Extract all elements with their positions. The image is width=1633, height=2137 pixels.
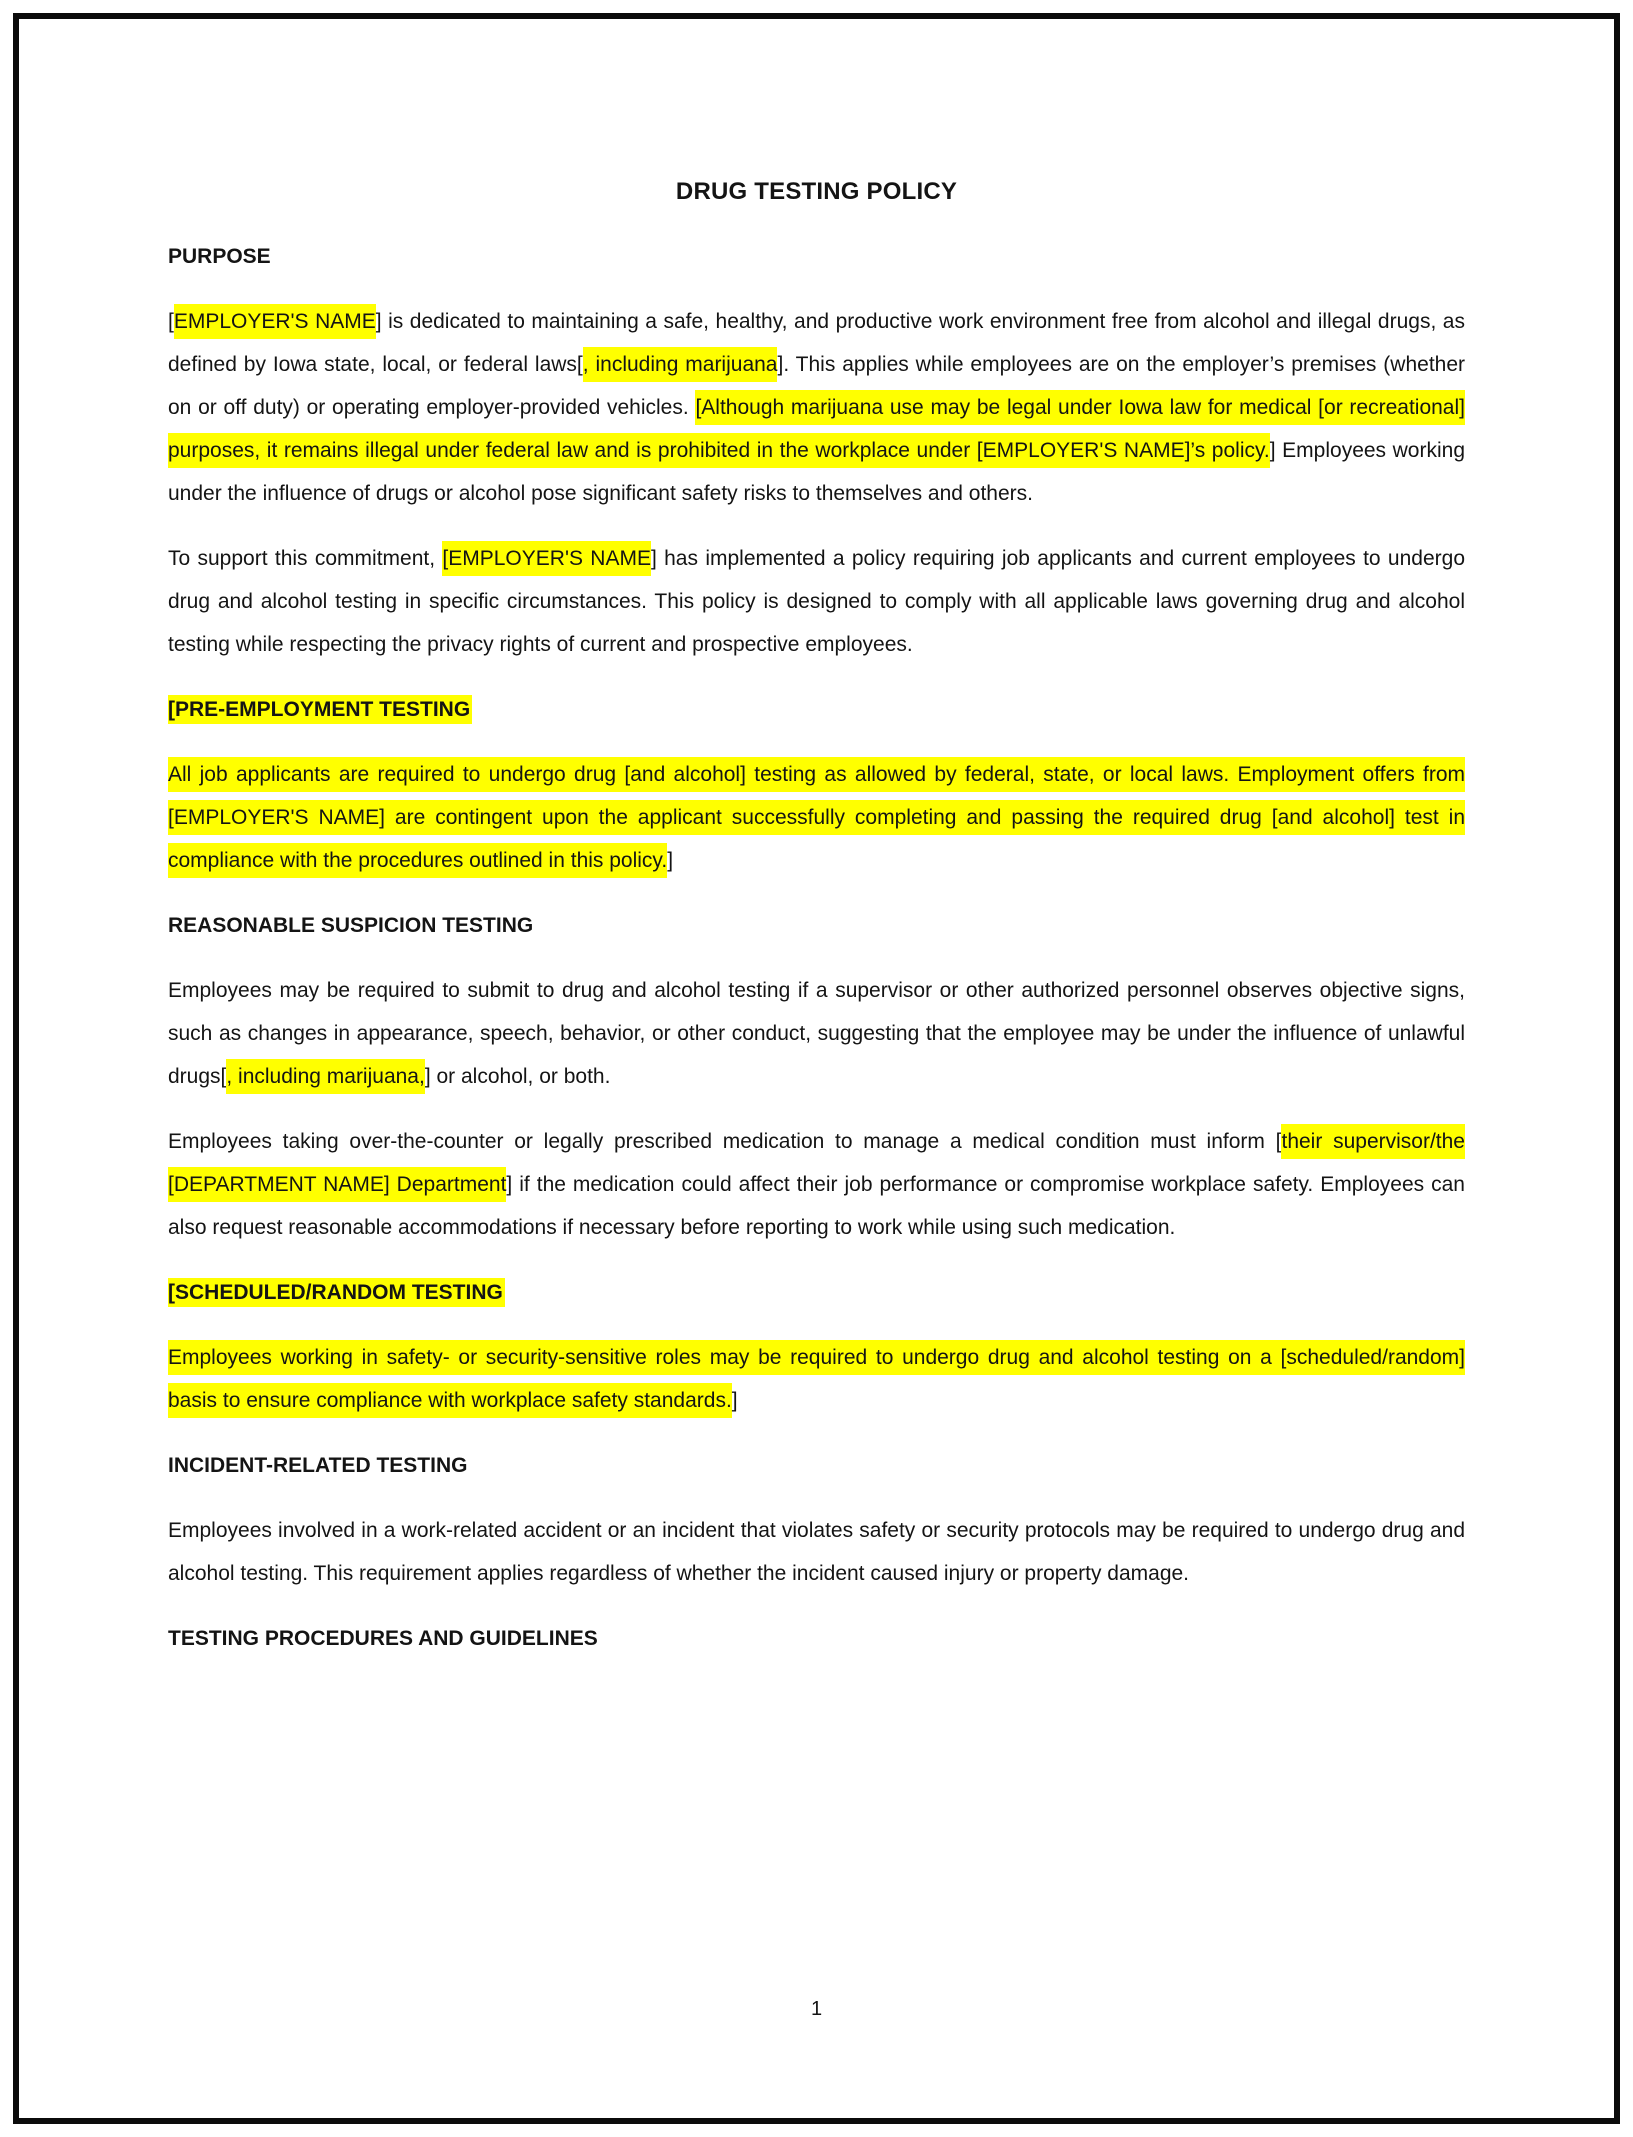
document-title: DRUG TESTING POLICY [675, 178, 958, 205]
text-run: ] Employees working under the influence of drugs or alcohol pose significant safety risks to themselves and others. [168, 439, 1465, 505]
highlighted-text: All job applicants are required to undergo drug [and alcohol] testing as allowed by federal, state, or local laws. Employment offers from [EMPLOYER'S NAME] are contingent upon the applicant successfully completing and passing the required drug [and alcohol] test in compliance with the procedures outlined in this policy. [168, 757, 1465, 878]
text-run: TESTING PROCEDURES AND GUIDELINES [168, 1627, 598, 1650]
text-run: ] if the medication could affect their job performance or compromise workplace safety. Employees can also request reasonable accommodations if necessary before reporting to work while using such medication. [168, 1173, 1465, 1239]
text-run: To support this commitment, [168, 547, 443, 570]
highlighted-text: their supervisor/the [DEPARTMENT NAME] Department [168, 1124, 1465, 1202]
text-run: REASONABLE SUSPICION TESTING [168, 914, 534, 937]
text-run: INCIDENT-RELATED TESTING [168, 1454, 468, 1477]
document-content [168, 170, 1465, 1682]
text-run: [ [168, 310, 174, 333]
purpose-paragraph-1 [168, 300, 1465, 515]
incident-related-testing-heading [168, 1444, 1465, 1487]
highlighted-text: Employees working in safety- or security-sensitive roles may be required to undergo drug and alcohol testing on a [scheduled/random] basis to ensure compliance with workplace safety standards. [168, 1340, 1465, 1418]
pre-employment-testing-paragraph [168, 753, 1465, 882]
highlighted-text: [SCHEDULED/RANDOM TESTING [168, 1278, 505, 1307]
reasonable-suspicion-paragraph-1 [168, 969, 1465, 1098]
scheduled-random-testing-heading [168, 1271, 1465, 1314]
text-run: Employees involved in a work-related accident or an incident that violates safety or security protocols may be required to undergo drug and alcohol testing. This requirement applies regardless of whether the incident caused injury or property damage. [168, 1519, 1465, 1585]
pre-employment-testing-heading [168, 688, 1465, 731]
highlighted-text: [EMPLOYER'S NAME [442, 541, 651, 576]
text-run: Employees taking over-the-counter or legally prescribed medication to manage a medical condition must inform [ [168, 1130, 1282, 1153]
text-run: ] [731, 1389, 738, 1412]
highlighted-text: , including marijuana, [226, 1059, 424, 1094]
highlighted-text: EMPLOYER'S NAME [174, 304, 376, 339]
page-number: 1 [810, 1998, 823, 2020]
text-run: ] or alcohol, or both. [424, 1065, 611, 1088]
scheduled-random-testing-paragraph [168, 1336, 1465, 1422]
text-run: ] [667, 849, 674, 872]
highlighted-text: [PRE-EMPLOYMENT TESTING [168, 695, 472, 724]
text-run: ] has implemented a policy requiring job applicants and current employees to undergo drug and alcohol testing in specific circumstances. This policy is designed to comply with all applicable laws governing drug and alcohol testing while respecting the privacy rights of current and prospective employees. [168, 547, 1466, 656]
incident-related-testing-paragraph [168, 1509, 1465, 1595]
document-body [168, 235, 1465, 1660]
text-run: Employees may be required to submit to drug and alcohol testing if a supervisor or other authorized personnel observes objective signs, such as changes in appearance, speech, behavior, or other conduct, suggesting that the employee may be under the influence of unlawful drugs[ [168, 979, 1465, 1088]
text-run: PURPOSE [168, 245, 271, 268]
reasonable-suspicion-paragraph-2 [168, 1120, 1465, 1249]
highlighted-text: , including marijuana [583, 347, 778, 382]
text-run: ]. This applies while employees are on the employer’s premises (whether on or off duty) or operating employer-provided vehicles. [168, 353, 1466, 419]
purpose-heading [168, 235, 1465, 278]
purpose-paragraph-2 [168, 537, 1465, 666]
reasonable-suspicion-testing-heading [168, 904, 1465, 947]
text-run: ] is dedicated to maintaining a safe, healthy, and productive work environment free from alcohol and illegal drugs, as defined by Iowa state, local, or federal laws[ [168, 310, 1465, 376]
testing-procedures-heading [168, 1617, 1465, 1660]
highlighted-text: [Although marijuana use may be legal under Iowa law for medical [or recreational] purposes, it remains illegal under federal law and is prohibited in the workplace under [EMPLOYER'S NAME]’s policy. [168, 390, 1465, 468]
